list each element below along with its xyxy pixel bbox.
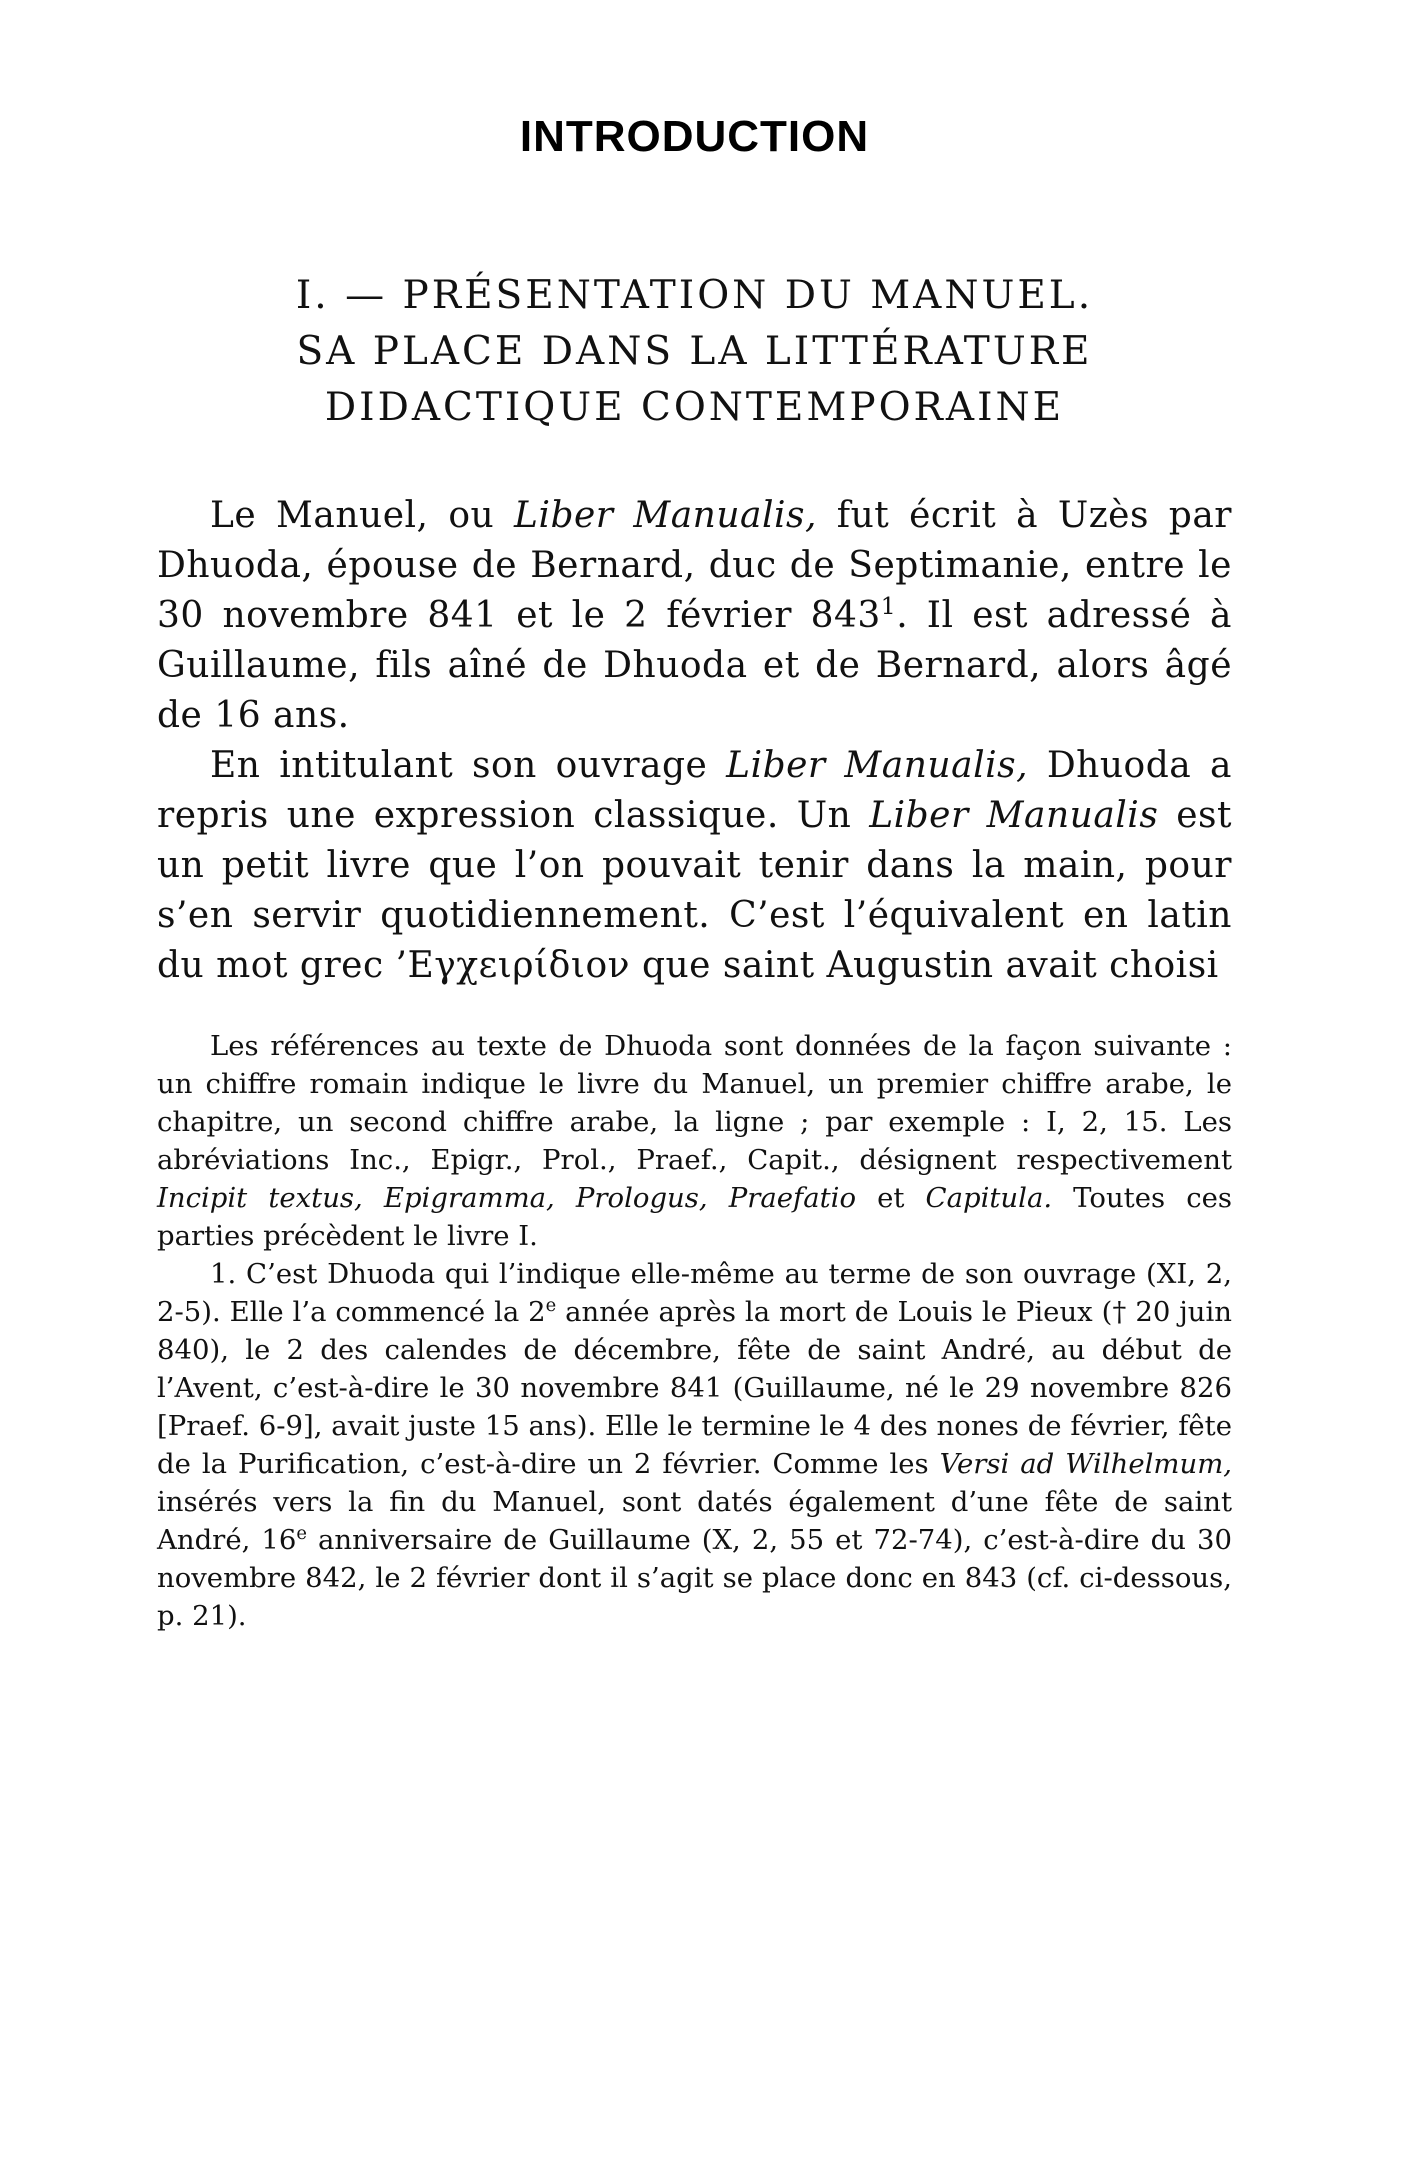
note-references	[157, 1027, 1232, 1255]
footnote-number: 1.	[210, 1258, 237, 1290]
text-run: et	[856, 1182, 926, 1214]
italic-title: Liber Manualis	[869, 795, 1159, 836]
text-run: Les références au texte de Dhuoda sont données de la façon suivante : un chiffre romain indique le livre du Manuel, un premier chiffre arabe, le chapitre, un second chiffre arabe, la ligne ; par exemple : I, 2, 15. Les abréviations Inc., Epigr., Prol., Praef., Capit., désignent respectivement	[157, 1030, 1232, 1176]
text-run: année après la mort de Louis le Pieux († 20 juin 840), le 2 des calendes de décembre, fête de saint André, au début de l’Avent, c’est-à-dire le 30 novembre 841 (Guillaume, né le 29 novembre 826 [Praef. 6-9], avait juste 15 ans). Elle le termine le 4 des nones de février, fête de la Purification, c’est-à-dire un 2 février. Comme les	[157, 1296, 1232, 1480]
running-head: INTRODUCTION	[519, 112, 870, 161]
text-run: En intitulant son ouvrage	[210, 745, 727, 786]
section-title-line: DIDACTIQUE CONTEMPORAINE	[324, 385, 1065, 430]
main-text	[157, 491, 1232, 991]
paragraph-2	[157, 741, 1232, 991]
section-title-line: SA PLACE DANS LA LITTÉRATURE	[296, 329, 1093, 374]
superscript: e	[296, 1522, 307, 1544]
footnote-reference: 1	[880, 592, 897, 620]
section-title	[157, 268, 1232, 436]
italic-title: Liber Manualis,	[514, 495, 817, 536]
text-run: Le Manuel, ou	[210, 495, 515, 536]
text-run: C’est Dhuoda qui l’indique elle-même au terme de son ouvrage (XI, 2, 2-5). Elle l’a commencé la 2	[157, 1258, 1232, 1328]
italic-title: Liber Manualis,	[726, 745, 1029, 786]
section-title-line: I. — PRÉSENTATION DU MANUEL.	[295, 273, 1094, 318]
italic-title: Versi ad Wilhelmum,	[939, 1448, 1233, 1480]
text-run: Dhuoda a repris une expression classique. Un	[157, 745, 1232, 836]
italic-text: Incipit textus, Epigramma, Prologus, Praefatio	[157, 1182, 857, 1214]
text-run: est un petit livre que l’on pouvait tenir dans la main, pour s’en servir quotidiennement. C’est l’équivalent en latin du mot grec ’Εγχειρίδιον que saint Augustin avait choisi	[157, 795, 1232, 986]
paragraph-1	[157, 491, 1232, 741]
text-run: Toutes ces parties précèdent le livre I.	[157, 1182, 1232, 1252]
footnotes	[157, 1027, 1232, 1635]
text-run: . Il est adressé à Guillaume, fils aîné de Dhuoda et de Bernard, alors âgé de 16 ans.	[157, 595, 1233, 736]
text-run: fut écrit à Uzès par Dhuoda, épouse de Bernard, duc de Septimanie, entre le 30 novembre 841 et le 2 février 843	[157, 495, 1233, 636]
text-run: anniversaire de Guillaume (X, 2, 55 et 72-74), c’est-à-dire du 30 novembre 842, le 2 février dont il s’agit se place donc en 843 (cf. ci-dessous, p. 21).	[157, 1524, 1232, 1632]
footnote-1	[157, 1255, 1232, 1635]
superscript: e	[545, 1294, 557, 1316]
text-run: insérés vers la fin du Manuel, sont datés également d’une fête de saint André, 16	[157, 1486, 1232, 1556]
italic-text: Capitula.	[925, 1182, 1053, 1214]
